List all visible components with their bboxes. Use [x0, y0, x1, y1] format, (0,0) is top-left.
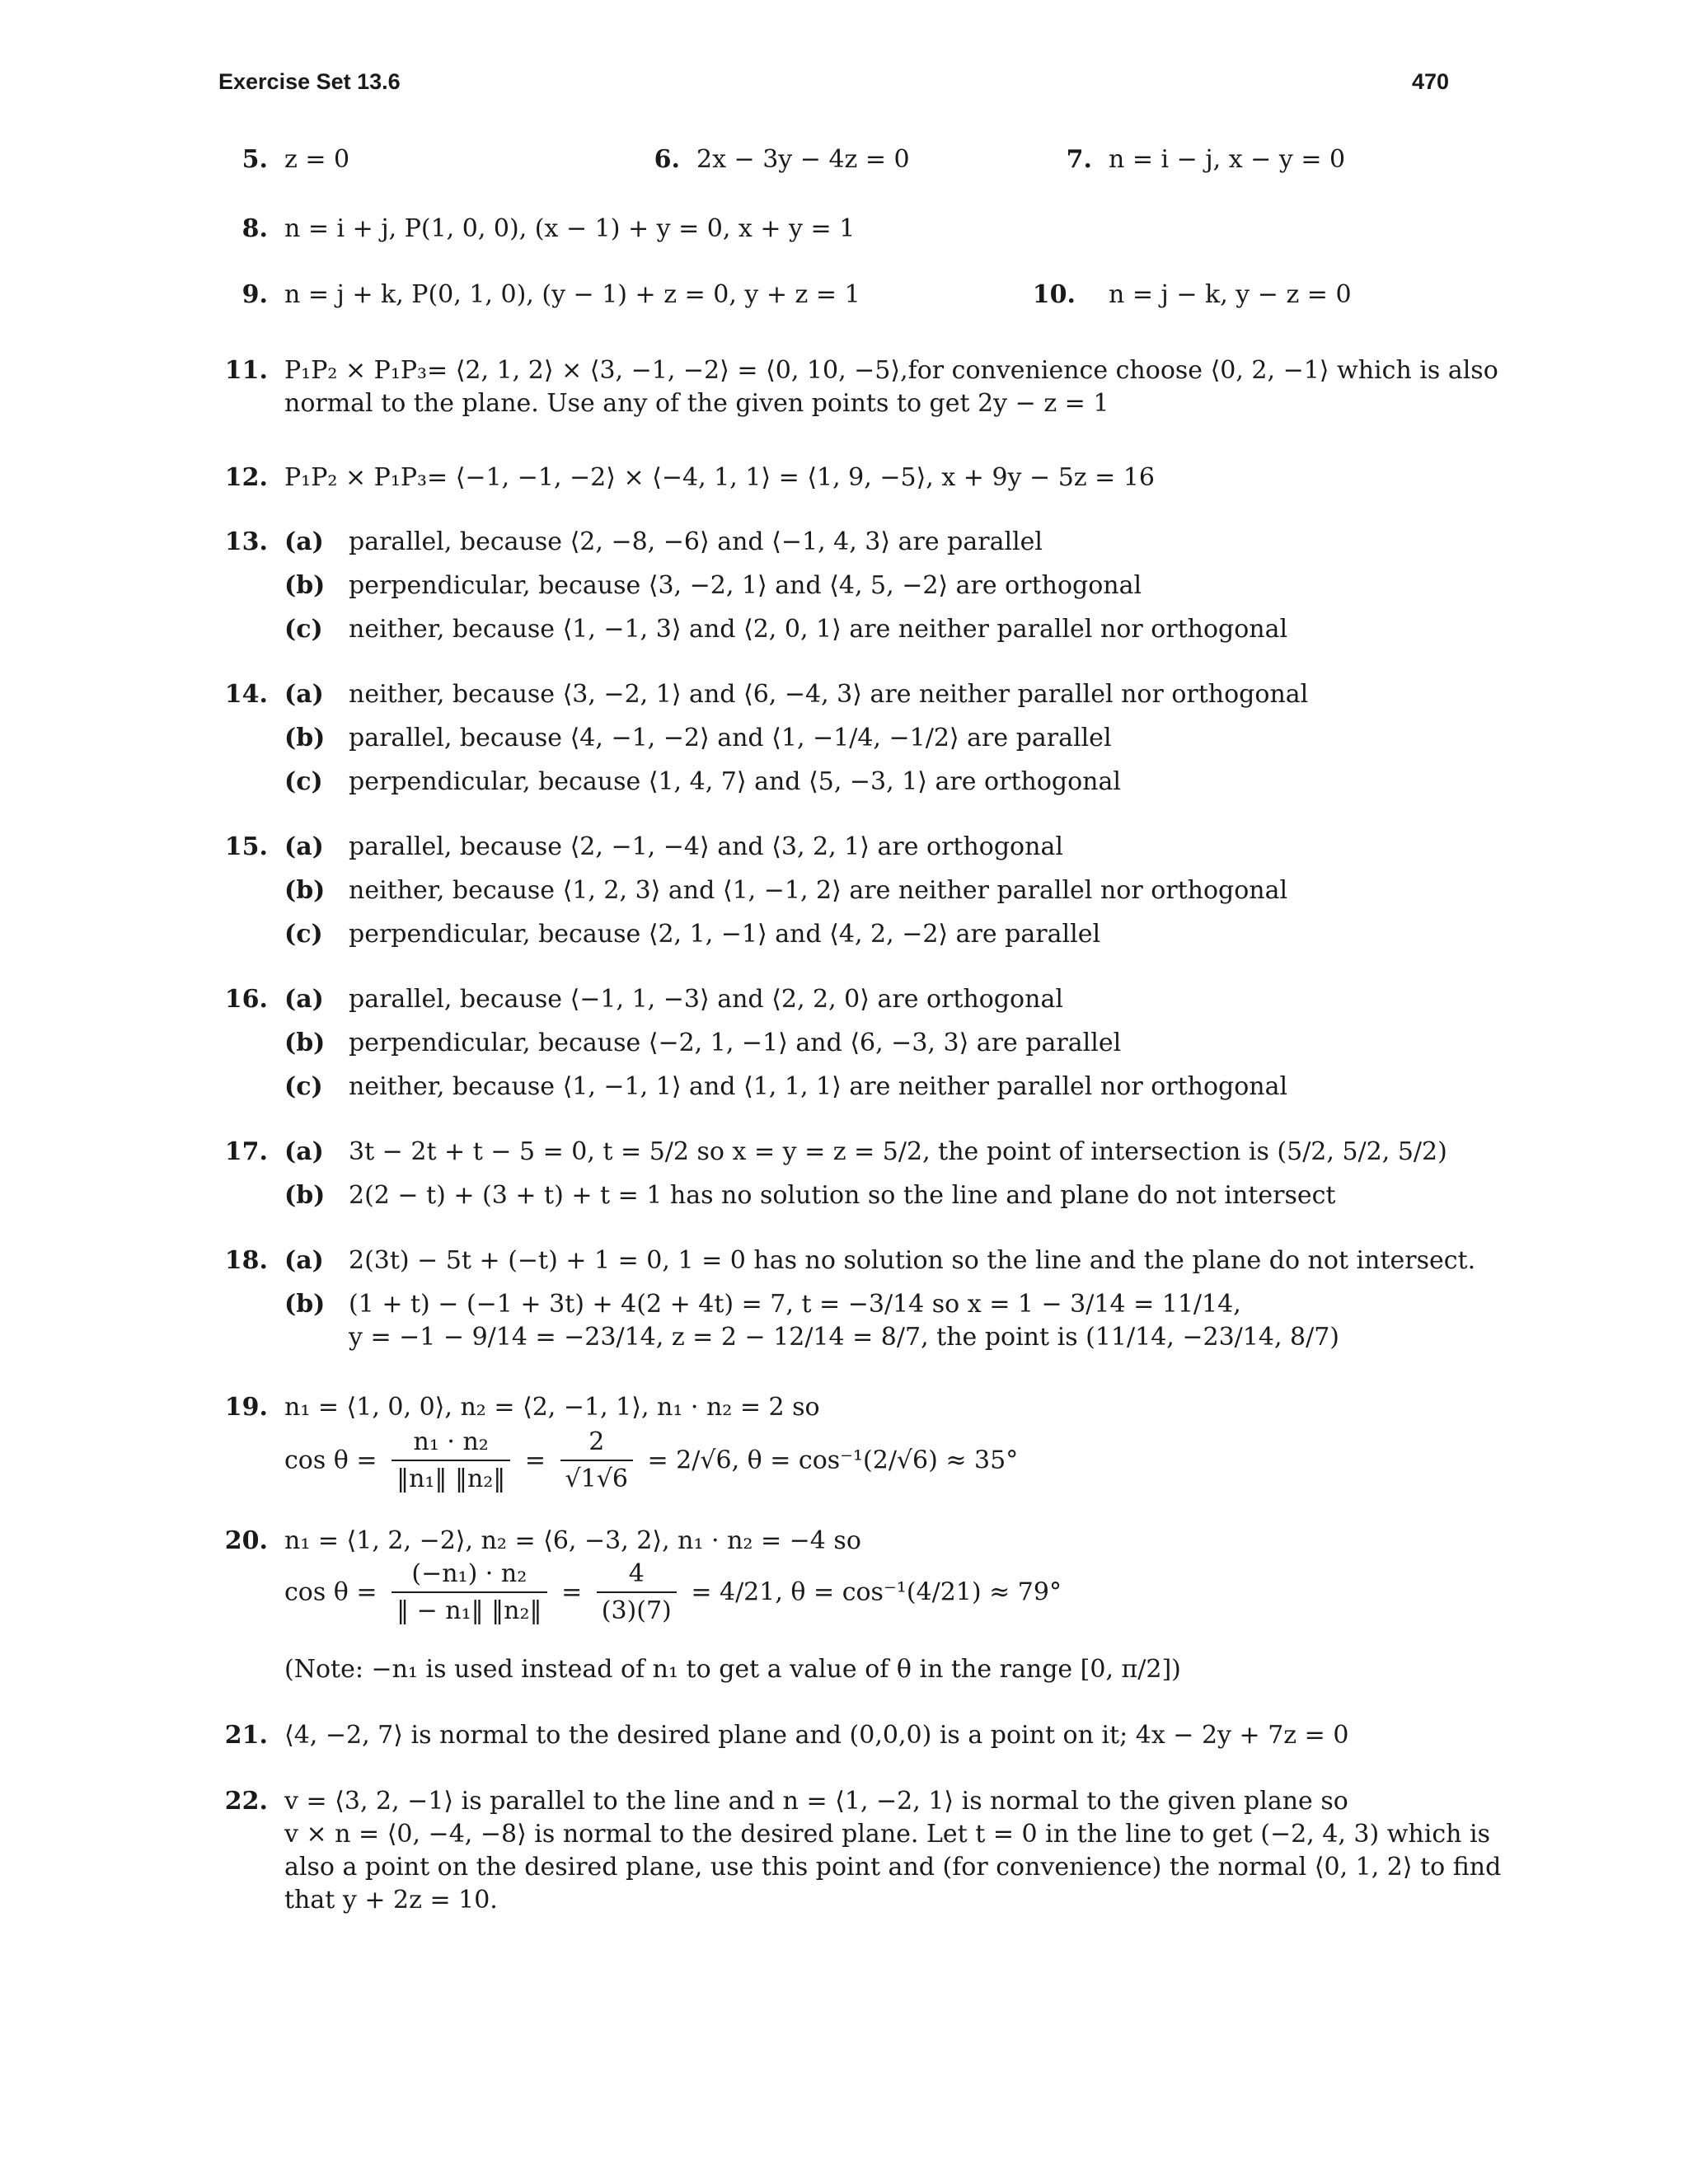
part-label: (b) — [284, 571, 326, 600]
part-label: (c) — [284, 920, 323, 949]
item-number: 14. — [224, 680, 268, 709]
answer-text: 2x − 3y − 4z = 0 — [696, 145, 910, 174]
part-text: neither, because ⟨1, −1, 1⟩ and ⟨1, 1, 1⟩ are neither parallel nor orthogonal — [349, 1072, 1288, 1101]
cosine-formula — [284, 1559, 1062, 1625]
numerator: 2 — [560, 1427, 633, 1461]
item-number: 19. — [224, 1393, 268, 1422]
part-label: (a) — [284, 985, 324, 1014]
item-number: 9. — [241, 280, 268, 309]
item-number: 12. — [224, 463, 268, 492]
part-a — [284, 1137, 1447, 1166]
answer-text: n₁ = ⟨1, 2, −2⟩, n₂ = ⟨6, −3, 2⟩, n₁ · n₂ = −4 so — [284, 1526, 861, 1555]
part-a — [284, 1246, 1475, 1275]
cos-label: cos θ = — [284, 1577, 377, 1607]
answer-text: normal to the plane. Use any of the given points to get 2y − z = 1 — [284, 389, 1109, 418]
item-number: 8. — [241, 214, 268, 243]
item-number: 20. — [224, 1526, 268, 1555]
part-text: neither, because ⟨1, 2, 3⟩ and ⟨1, −1, 2⟩ are neither parallel nor orthogonal — [349, 876, 1288, 905]
denominator: (3)(7) — [601, 1596, 672, 1625]
item-number: 21. — [224, 1721, 268, 1750]
cosine-formula — [284, 1427, 1018, 1493]
part-c — [284, 767, 1121, 796]
part-label: (a) — [284, 1246, 324, 1275]
equals: = — [524, 1446, 546, 1475]
item-number: 18. — [224, 1246, 268, 1275]
fraction — [392, 1559, 546, 1625]
answer-text: also a point on the desired plane, use this point and (for convenience) the normal ⟨0, 1, 2⟩ to find — [284, 1853, 1502, 1882]
part-c — [284, 1072, 1287, 1101]
part-label: (a) — [284, 680, 324, 709]
part-text: perpendicular, because ⟨1, 4, 7⟩ and ⟨5, −3, 1⟩ are orthogonal — [349, 767, 1121, 796]
part-label: (b) — [284, 724, 326, 752]
part-a — [284, 832, 1063, 861]
fraction — [560, 1427, 633, 1493]
note-text: (Note: −n₁ is used instead of n₁ to get a value of θ in the range [0, π/2]) — [284, 1655, 1181, 1684]
part-text: neither, because ⟨3, −2, 1⟩ and ⟨6, −4, 3⟩ are neither parallel nor orthogonal — [349, 680, 1309, 709]
part-label: (b) — [284, 1181, 326, 1210]
numerator: n₁ · n₂ — [392, 1427, 510, 1461]
section-title: Exercise Set 13.6 — [218, 69, 401, 94]
numerator: (−n₁) · n₂ — [392, 1559, 546, 1593]
answer-text: n = i + j, P(1, 0, 0), (x − 1) + y = 0, x + y = 1 — [284, 214, 856, 243]
part-b — [284, 1181, 1335, 1210]
item-number: 22. — [224, 1787, 268, 1816]
item-number: 5. — [241, 145, 268, 174]
page-number: 470 — [1411, 69, 1449, 94]
part-b — [284, 724, 1112, 752]
part-text: 3t − 2t + t − 5 = 0, t = 5/2 so x = y = z = 5/2, the point of intersection is (5/2, 5/2, 5/2) — [349, 1137, 1447, 1166]
numerator: 4 — [597, 1559, 677, 1593]
part-a — [284, 680, 1308, 709]
part-label: (c) — [284, 1072, 323, 1101]
answer-text: n₁ = ⟨1, 0, 0⟩, n₂ = ⟨2, −1, 1⟩, n₁ · n₂ = 2 so — [284, 1393, 820, 1422]
item-number: 13. — [224, 527, 268, 556]
answer-text: v × n = ⟨0, −4, −8⟩ is normal to the desired plane. Let t = 0 in the line to get (−2, 4, 3) which is — [284, 1820, 1490, 1849]
answer-text: n = i − j, x − y = 0 — [1109, 145, 1346, 174]
part-text: perpendicular, because ⟨3, −2, 1⟩ and ⟨4, 5, −2⟩ are orthogonal — [349, 571, 1142, 600]
answer-text: P₁P₂ × P₁P₃= ⟨2, 1, 2⟩ × ⟨3, −1, −2⟩ = ⟨0, 10, −5⟩,for convenience choose ⟨0, 2, −1⟩ which is also — [284, 356, 1498, 385]
part-text-cont: y = −1 − 9/14 = −23/14, z = 2 − 12/14 = 8/7, the point is (11/14, −23/14, 8/7) — [349, 1323, 1340, 1352]
denominator: ‖n₁‖ ‖n₂‖ — [396, 1465, 506, 1493]
part-text: perpendicular, because ⟨−2, 1, −1⟩ and ⟨6, −3, 3⟩ are parallel — [349, 1029, 1122, 1057]
part-label: (a) — [284, 832, 324, 861]
part-a — [284, 985, 1063, 1014]
part-b — [284, 1290, 1241, 1319]
part-label: (c) — [284, 767, 323, 796]
answer-text: n = j − k, y − z = 0 — [1109, 280, 1352, 309]
result: = 4/21, θ = cos⁻¹(4/21) ≈ 79° — [691, 1577, 1062, 1607]
denominator: √1√6 — [565, 1465, 628, 1493]
part-b — [284, 571, 1142, 600]
item-number: 6. — [654, 145, 680, 174]
item-number: 16. — [224, 985, 268, 1014]
part-text: 2(3t) − 5t + (−t) + 1 = 0, 1 = 0 has no solution so the line and the plane do not intersect. — [349, 1246, 1476, 1275]
part-b — [284, 1029, 1121, 1057]
item-number: 11. — [224, 356, 268, 385]
part-a — [284, 527, 1043, 556]
part-c — [284, 615, 1287, 644]
answer-text: P₁P₂ × P₁P₃= ⟨−1, −1, −2⟩ × ⟨−4, 1, 1⟩ = ⟨1, 9, −5⟩, x + 9y − 5z = 16 — [284, 463, 1155, 492]
part-text: neither, because ⟨1, −1, 3⟩ and ⟨2, 0, 1⟩ are neither parallel nor orthogonal — [349, 615, 1288, 644]
part-label: (b) — [284, 876, 326, 905]
equals: = — [561, 1577, 583, 1607]
item-number: 10. — [1032, 280, 1076, 309]
part-text: parallel, because ⟨−1, 1, −3⟩ and ⟨2, 2, 0⟩ are orthogonal — [349, 985, 1063, 1014]
answer-text: n = j + k, P(0, 1, 0), (y − 1) + z = 0, y + z = 1 — [284, 280, 860, 309]
answer-text: that y + 2z = 10. — [284, 1886, 498, 1915]
part-text: parallel, because ⟨2, −1, −4⟩ and ⟨3, 2, 1⟩ are orthogonal — [349, 832, 1063, 861]
answer-text: z = 0 — [284, 145, 350, 174]
answer-text: ⟨4, −2, 7⟩ is normal to the desired plane and (0,0,0) is a point on it; 4x − 2y + 7z = 0 — [284, 1721, 1349, 1750]
part-text: parallel, because ⟨2, −8, −6⟩ and ⟨−1, 4, 3⟩ are parallel — [349, 527, 1043, 556]
result: = 2/√6, θ = cos⁻¹(2/√6) ≈ 35° — [647, 1446, 1019, 1475]
fraction — [392, 1427, 510, 1493]
part-label: (b) — [284, 1290, 326, 1319]
part-b — [284, 876, 1287, 905]
part-label: (a) — [284, 527, 324, 556]
item-number: 15. — [224, 832, 268, 861]
part-label: (b) — [284, 1029, 326, 1057]
part-label: (c) — [284, 615, 323, 644]
item-number: 17. — [224, 1137, 268, 1166]
part-label: (a) — [284, 1137, 324, 1166]
denominator: ‖ − n₁‖ ‖n₂‖ — [396, 1596, 542, 1625]
fraction — [597, 1559, 677, 1625]
part-text: parallel, because ⟨4, −1, −2⟩ and ⟨1, −1/4, −1/2⟩ are parallel — [349, 724, 1112, 752]
part-c — [284, 920, 1100, 949]
part-text: 2(2 − t) + (3 + t) + t = 1 has no solution so the line and plane do not intersect — [349, 1181, 1336, 1210]
part-text: (1 + t) − (−1 + 3t) + 4(2 + 4t) = 7, t = −3/14 so x = 1 − 3/14 = 11/14, — [349, 1290, 1241, 1319]
cos-label: cos θ = — [284, 1446, 377, 1475]
answer-text: v = ⟨3, 2, −1⟩ is parallel to the line and n = ⟨1, −2, 1⟩ is normal to the given plane so — [284, 1787, 1348, 1816]
part-text: perpendicular, because ⟨2, 1, −1⟩ and ⟨4, 2, −2⟩ are parallel — [349, 920, 1101, 949]
item-number: 7. — [1066, 145, 1092, 174]
